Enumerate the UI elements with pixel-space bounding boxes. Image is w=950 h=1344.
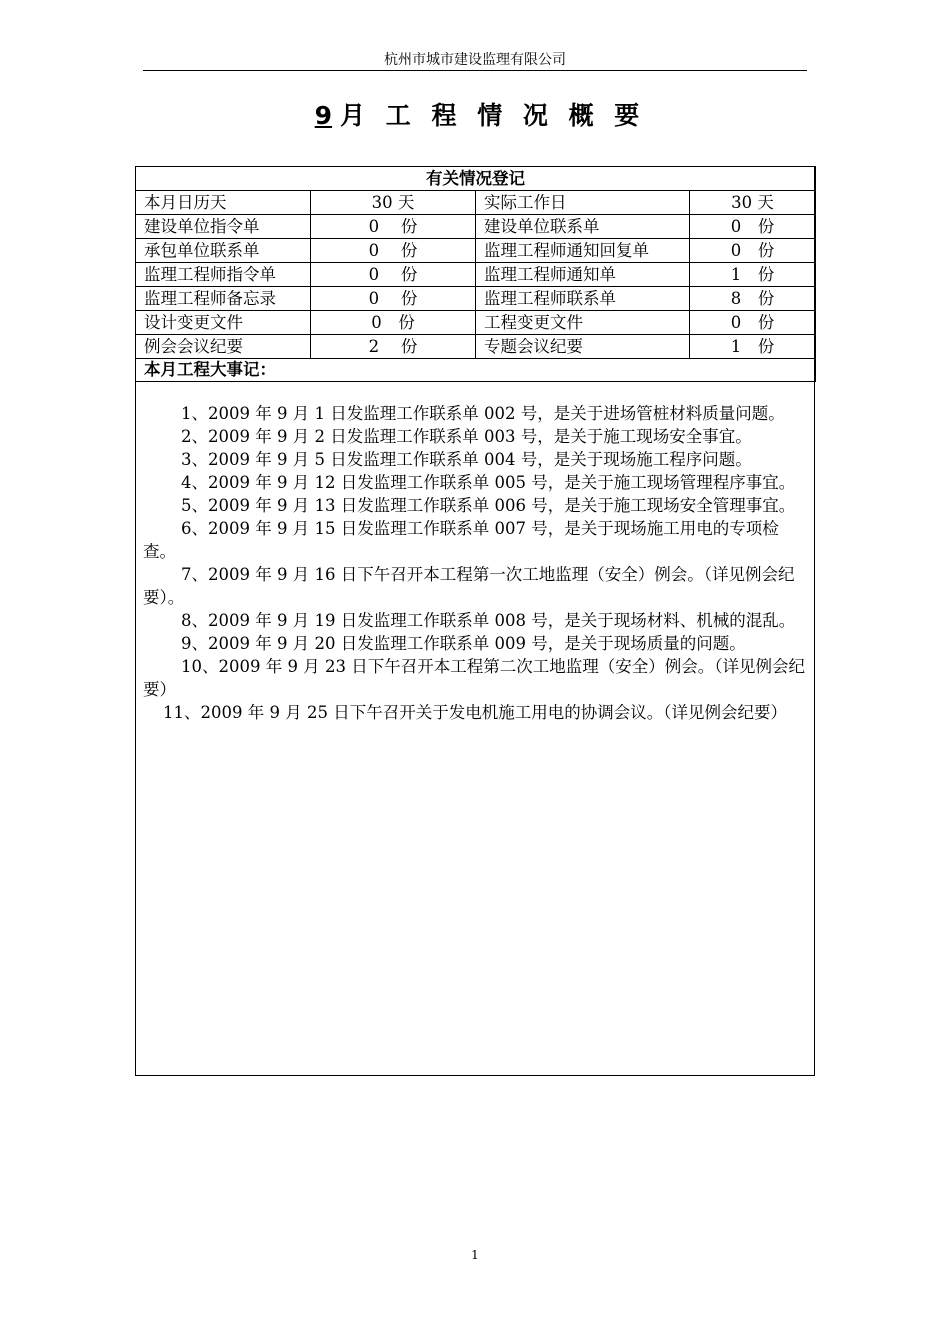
row-value: 0 份 bbox=[311, 287, 476, 311]
row-label: 设计变更文件 bbox=[136, 311, 311, 335]
row-value: 0 份 bbox=[311, 239, 476, 263]
list-item: 3、2009 年 9 月 5 日发监理工作联系单 004 号，是关于现场施工程序问题。 bbox=[181, 450, 752, 469]
table-row bbox=[136, 239, 816, 263]
row-label: 承包单位联系单 bbox=[136, 239, 311, 263]
list-item: 10、2009 年 9 月 23 日下午召开本工程第二次工地监理（安全）例会。（详见例会纪要） bbox=[143, 657, 805, 699]
title-month: 9 bbox=[314, 101, 333, 130]
row-label: 本月日历天 bbox=[136, 191, 311, 215]
header-divider bbox=[143, 70, 807, 71]
title-text: 月 工 程 情 况 概 要 bbox=[340, 101, 646, 130]
table-row bbox=[136, 311, 816, 335]
row-label: 监理工程师通知回复单 bbox=[476, 239, 690, 263]
row-label: 实际工作日 bbox=[476, 191, 690, 215]
document-title bbox=[0, 98, 950, 134]
row-label: 监理工程师备忘录 bbox=[136, 287, 311, 311]
list-item: 4、2009 年 9 月 12 日发监理工作联系单 005 号，是关于施工现场管理程序事宜。 bbox=[181, 473, 796, 492]
row-value: 0 份 bbox=[311, 263, 476, 287]
table-row bbox=[136, 191, 816, 215]
row-value: 0 份 bbox=[311, 215, 476, 239]
row-value: 30 天 bbox=[690, 191, 816, 215]
table-row bbox=[136, 215, 816, 239]
row-label: 专题会议纪要 bbox=[476, 335, 690, 359]
list-item: 11、2009 年 9 月 25 日下午召开关于发电机施工用电的协调会议。（详见例会纪要） bbox=[163, 703, 787, 722]
registration-table bbox=[135, 166, 816, 382]
row-label: 监理工程师指令单 bbox=[136, 263, 311, 287]
page-header-company: 杭州市城市建设监理有限公司 bbox=[384, 52, 566, 68]
row-label: 监理工程师联系单 bbox=[476, 287, 690, 311]
list-item: 7、2009 年 9 月 16 日下午召开本工程第一次工地监理（安全）例会。（详见例会纪要）。 bbox=[143, 565, 795, 607]
row-value: 1 份 bbox=[690, 263, 816, 287]
row-value: 30 天 bbox=[311, 191, 476, 215]
row-label: 建设单位指令单 bbox=[136, 215, 311, 239]
list-item: 8、2009 年 9 月 19 日发监理工作联系单 008 号，是关于现场材料、机械的混乱。 bbox=[181, 611, 796, 630]
row-value: 8 份 bbox=[690, 287, 816, 311]
events-heading: 本月工程大事记： bbox=[136, 359, 816, 382]
list-item: 6、2009 年 9 月 15 日发监理工作联系单 007 号，是关于现场施工用电的专项检查。 bbox=[143, 519, 779, 561]
table-row bbox=[136, 335, 816, 359]
row-value: 1 份 bbox=[690, 335, 816, 359]
row-value: 0 份 bbox=[311, 311, 476, 335]
list-item: 2、2009 年 9 月 2 日发监理工作联系单 003 号，是关于施工现场安全事宜。 bbox=[181, 427, 752, 446]
list-item: 9、2009 年 9 月 20 日发监理工作联系单 009 号，是关于现场质量的问题。 bbox=[181, 634, 746, 653]
registration-heading: 有关情况登记 bbox=[136, 167, 816, 191]
row-value: 2 份 bbox=[311, 335, 476, 359]
row-value: 0 份 bbox=[690, 311, 816, 335]
row-label: 建设单位联系单 bbox=[476, 215, 690, 239]
row-value: 0 份 bbox=[690, 239, 816, 263]
row-label: 例会会议纪要 bbox=[136, 335, 311, 359]
page-number: 1 bbox=[471, 1248, 479, 1262]
table-row bbox=[136, 287, 816, 311]
row-value: 0 份 bbox=[690, 215, 816, 239]
list-item: 5、2009 年 9 月 13 日发监理工作联系单 006 号，是关于施工现场安全管理事宜。 bbox=[181, 496, 796, 515]
row-label: 监理工程师通知单 bbox=[476, 263, 690, 287]
list-item: 1、2009 年 9 月 1 日发监理工作联系单 002 号，是关于进场管桩材料质量问题。 bbox=[181, 404, 785, 423]
row-label: 工程变更文件 bbox=[476, 311, 690, 335]
table-row bbox=[136, 263, 816, 287]
events-list bbox=[143, 402, 811, 724]
